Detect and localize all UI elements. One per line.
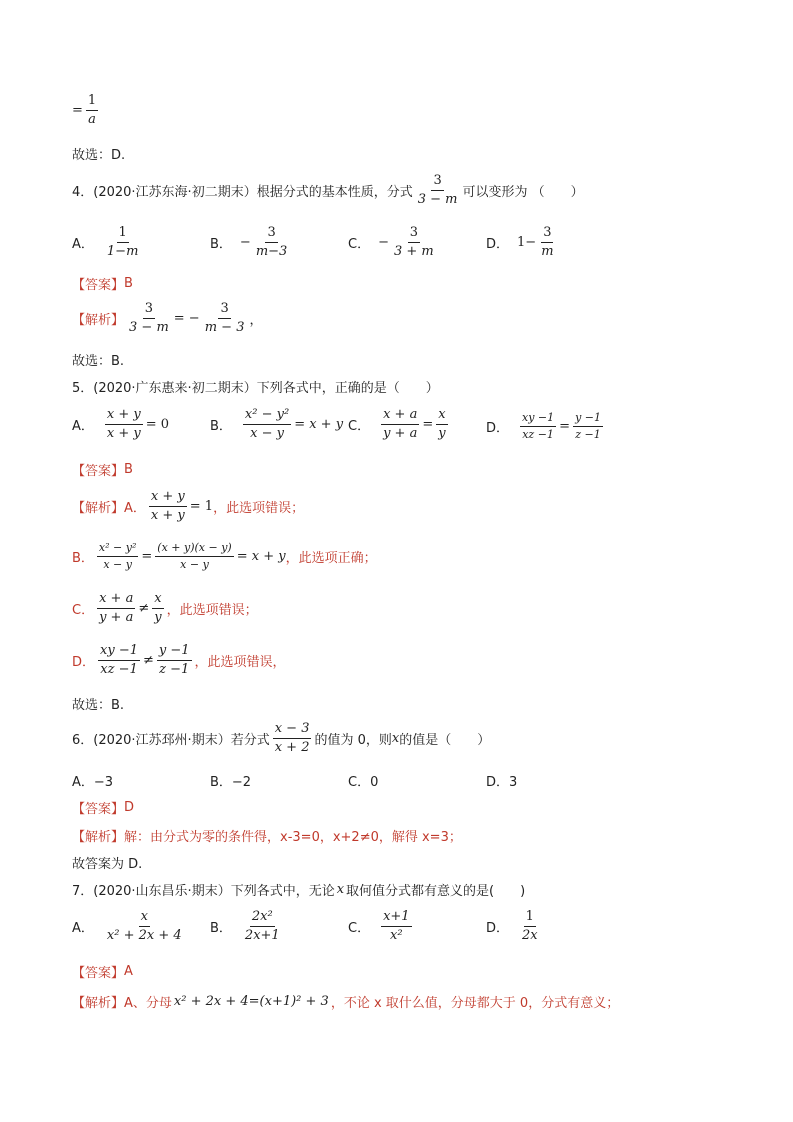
fraction: $\frac{3}{3 - m}$: [417, 173, 458, 207]
q7-option-a: A． $\frac{x}{\text{x² + 2x + 4}}$: [72, 909, 182, 943]
q7-option-d: D． $\frac{1}{2x}$: [486, 909, 538, 943]
question-6: 6．(2020·江苏邳州·期末）若分式 $\frac{x - 3}{x + 2}$ 的值为 0，则 x 的值是（ ）: [72, 721, 491, 755]
q5-option-d: D． $\frac{xy -1}{xz -1}$ = $\frac{y -1}{z -1}$: [486, 411, 601, 441]
q7-option-b: B． $\frac{\text{2x²}}{2x+1}$: [210, 909, 280, 943]
q6-option-a: A．−3: [72, 775, 114, 790]
q6-option-b: B．−2: [210, 775, 252, 790]
top-result: [72, 94, 101, 126]
q5-analysis-d: D． $\frac{xy -1}{xz -1}$ ≠ $\frac{y -1}{z -1}$ ，此选项错误，: [72, 643, 286, 677]
q6-analysis: 【解析】 解：由分式为零的条件得，x-3=0，x+2≠0，解得 x=3；: [72, 830, 462, 845]
question-5: 5．(2020·广东惠来·初二期末）下列各式中，正确的是（ ）: [72, 381, 439, 396]
equals-sign: =: [72, 102, 83, 118]
conclusion: 故选：B.: [72, 698, 125, 713]
q6-answer: 【答案】 D: [72, 800, 135, 817]
q4-analysis: 【解析】 $\frac{3}{3 - m}$ = − $\frac{3}{m - 3}$ ，: [72, 301, 263, 335]
q5-option-a: A． $\frac{x + y}{x + y}$ = 0: [72, 407, 170, 441]
q5-analysis-a: 【解析】 A． $\frac{x + y}{x + y}$ = 1 ，此选项错误；: [72, 489, 305, 523]
q5-answer: 【答案】 B: [72, 462, 133, 479]
q7-option-c: C． $\frac{x+1}{\text{x²}}$: [348, 909, 410, 943]
question-7: 7．(2020·山东昌乐·期末）下列各式中，无论 x 取何值分式都有意义的是( ): [72, 882, 526, 899]
conclusion: 故选：D.: [72, 148, 126, 163]
q5-analysis-b: B． $\frac{\text{x² − y²}}{x - y}$ = $\frac{(x + y)(x - y)}{x - y}$ = x + y ，此选项正确；: [72, 541, 377, 571]
q7-analysis: 【解析】 A、分母 x² + 2x + 4=(x+1)² + 3 ，不论 x 取什么值，分母都大于 0，分式有意义；: [72, 994, 620, 1011]
conclusion: 故答案为 D.: [72, 857, 143, 872]
q4-option-c: C． − $\frac{3}{3 + m}$: [348, 225, 434, 259]
question-4: 4．(2020·江苏东海·初二期末）根据分式的基本性质，分式 $\frac{3}{3 - m}$ 可以变形为 （ ）: [72, 173, 584, 207]
q4-option-d: D． 1− $\frac{3}{m}$: [486, 225, 554, 259]
q4-answer: 【答案】 B: [72, 276, 133, 293]
q5-analysis-c: C． $\frac{x + a}{y + a}$ ≠ $\frac{x}{y}$ ，此选项错误；: [72, 591, 258, 625]
q6-option-d: D．3: [486, 775, 518, 790]
q5-option-c: C． $\frac{x + a}{y + a}$ = $\frac{x}{y}$: [348, 407, 446, 441]
q4-option-a: A． $\frac{1}{1-m}$: [72, 225, 139, 259]
conclusion: 故选：B.: [72, 354, 125, 369]
q4-option-b: B． − $\frac{3}{m-3}$: [210, 225, 288, 259]
q7-answer: 【答案】 A: [72, 964, 133, 981]
fraction: $\frac{1}{a}$: [87, 93, 97, 127]
q6-option-c: C．0: [348, 775, 379, 790]
q5-option-b: B． $\frac{\text{x² − y²}}{x - y}$ = x + y: [210, 407, 344, 441]
